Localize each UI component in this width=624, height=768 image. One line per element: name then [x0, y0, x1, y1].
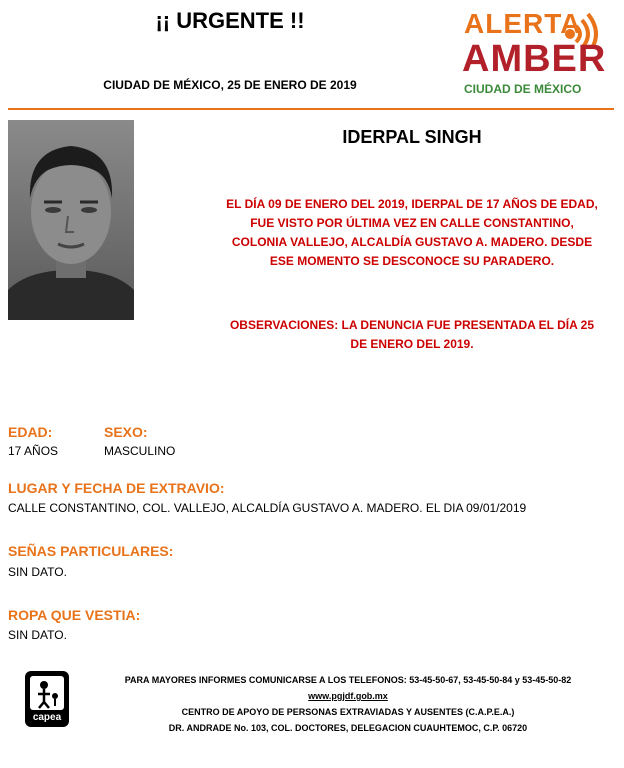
logo-line-city: CIUDAD DE MÉXICO: [464, 82, 582, 96]
disappearance-description: EL DÍA 09 DE ENERO DEL 2019, IDERPAL DE 17 AÑOS DE EDAD, FUE VISTO POR ÚLTIMA VEZ EN CALLE CONSTANTINO, COLONIA VALLEJO, ALCALDÍA GUSTAVO A. MADERO. DESDE ESE MOMENTO SE DESCONOCE SU PARADERO.: [226, 197, 598, 268]
place-label: LUGAR Y FECHA DE EXTRAVIO:: [8, 480, 225, 496]
footer-center: CENTRO DE APOYO DE PERSONAS EXTRAVIADAS Y AUSENTES (C.A.P.E.A.): [181, 707, 515, 717]
observations: OBSERVACIONES: LA DENUNCIA FUE PRESENTADA EL DÍA 25 DE ENERO DEL 2019.: [229, 318, 595, 351]
footer-address: DR. ANDRADE No. 103, COL. DOCTORES, DELEGACION CUAUHTEMOC, C.P. 06720: [168, 723, 528, 733]
age-value: 17 AÑOS: [8, 444, 59, 458]
marks-value: SIN DATO.: [8, 565, 67, 579]
clothes-label: ROPA QUE VESTIA:: [8, 607, 141, 623]
sex-value: MASCULINO: [104, 444, 176, 458]
sex-label: SEXO:: [104, 424, 148, 440]
person-name: IDERPAL SINGH: [342, 127, 482, 147]
age-label: EDAD:: [8, 424, 53, 440]
footer-website-wrap: [80, 691, 616, 701]
header-divider: [8, 108, 614, 110]
date-line: CIUDAD DE MÉXICO, 25 DE ENERO DE 2019: [103, 78, 357, 92]
footer-phones: PARA MAYORES INFORMES COMUNICARSE A LOS TELEFONOS: 53-45-50-67, 53-45-50-84 y 53-45-50-82: [124, 675, 572, 685]
clothes-value: SIN DATO.: [8, 628, 67, 642]
page-title: ¡¡ URGENTE !!: [155, 8, 305, 33]
alerta-amber-logo: [456, 4, 616, 100]
marks-label: SEÑAS PARTICULARES:: [8, 543, 174, 559]
missing-person-photo: [8, 120, 134, 320]
capea-logo-text: capea: [32, 712, 62, 723]
logo-line-amber: AMBER: [462, 38, 607, 80]
website-link[interactable]: www.pgjdf.gob.mx: [308, 691, 388, 701]
capea-logo: [24, 670, 70, 728]
logo-line-alerta: ALERTA: [464, 8, 582, 39]
place-value: CALLE CONSTANTINO, COL. VALLEJO, ALCALDÍA GUSTAVO A. MADERO. EL DIA 09/01/2019: [8, 501, 527, 515]
